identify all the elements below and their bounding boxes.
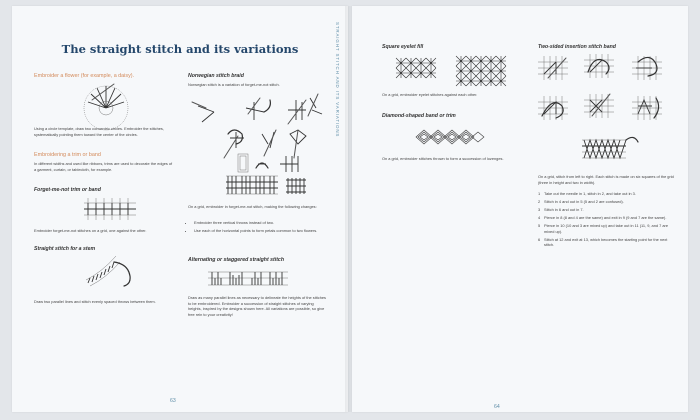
heading-forget-me-not: Forget-me-not trim or band	[34, 187, 101, 193]
step-text: Stitch in 4 and out in 5 (5 and 2 are confused).	[544, 199, 624, 205]
heading-insertion-band: Two-sided insertion stitch band	[538, 44, 616, 50]
step-text: Take out the needle in 1, stitch in 2, and take out in 3.	[544, 191, 636, 196]
forget-me-not-band-illustration	[84, 198, 136, 220]
right-page	[352, 6, 688, 412]
heading-norwegian-braid: Norwegian stitch braid	[188, 73, 244, 79]
page-number-left: 63	[170, 398, 176, 404]
heading-square-eyelet: Square eyelet fill	[382, 44, 424, 50]
para-alternating: Draw as many parallel lines as necessary to delineate the heights of the stitches to be embroidered. Embroider a succession of straight stitches of varying heights, inspired by the designs shown here. All variations are possible, so give free rein to your creativity!	[188, 295, 326, 317]
para-trim: In different widths and used like ribbons, trims are used to decorate the edges of a garment, curtain, or tablecloth, for example.	[34, 161, 173, 172]
step-number: 3	[538, 207, 541, 213]
page-number-right: 64	[494, 404, 500, 410]
heading-diamond-band: Diamond-shaped band or trim	[382, 113, 456, 119]
para-diamond-band: On a grid, embroider stitches thrown to form a succession of lozenges.	[382, 156, 504, 161]
left-page	[12, 6, 348, 412]
chapter-side-label: STRAIGHT STITCH AND ITS VARIATIONS	[335, 22, 340, 138]
step-text: Pierce in 8 (8 and 4 are the same) and exit in 9 (9 and 7 are the same).	[544, 215, 667, 221]
step-number: 4	[538, 215, 541, 221]
stem-stitch-illustration	[84, 256, 134, 288]
para-norwegian-braid: Norwegian stitch is a variation of forget-me-not stitch.	[188, 82, 280, 87]
step-item	[538, 237, 676, 248]
step-text: Stitch in 6 and out in 7.	[544, 207, 584, 213]
alternating-stitch-illustration	[208, 268, 288, 288]
page-title: The straight stitch and its variations	[61, 42, 299, 56]
heading-stem: Straight stitch for a stem	[34, 246, 96, 252]
heading-flower: Embroider a flower (for example, a daisy).	[34, 73, 135, 79]
step-item	[538, 223, 676, 234]
changes-list	[188, 220, 328, 235]
insertion-steps-list	[538, 191, 676, 251]
norwegian-stitch-steps-illustration	[188, 90, 328, 196]
changes-list-item: • Embroider three vertical throws instead of two.	[194, 220, 328, 226]
para-insertion-band: On a grid, stitch from left to right. Each stitch is made on six squares of the grid (three in height and two in width).	[538, 174, 674, 185]
flower-illustration	[86, 80, 126, 114]
para-forget-me-not: Embroider forget-me-not stitches on a grid, one against the other.	[34, 228, 147, 233]
para-flower: Using a circle template, draw two concentric circles. Embroider the stitches, systematically pointing them toward the center of the circles.	[34, 126, 164, 137]
changes-list-item: • Use each of the horizontal points to form petals common to two flowers.	[194, 228, 328, 234]
para-square-eyelet: On a grid, embroider eyelet stitches against each other.	[382, 92, 478, 97]
step-number: 2	[538, 199, 541, 205]
step-item	[538, 199, 676, 205]
para-stem: Draw two parallel lines and stitch evenly spaced throws between them.	[34, 299, 156, 304]
square-eyelet-illustration	[396, 54, 516, 86]
diamond-band-illustration	[416, 128, 486, 146]
heading-trim: Embroidering a trim or band	[34, 152, 101, 158]
step-text: Stitch at 12 and exit at 13, which becomes the starting point for the next stitch.	[544, 236, 668, 248]
para-grid-changes: On a grid, embroider in forget-me-not stitch, making the following changes:	[188, 204, 317, 209]
step-item	[538, 215, 676, 221]
step-number: 6	[538, 236, 541, 242]
heading-alternating: Alternating or staggered straight stitch	[188, 257, 284, 263]
step-text: Pierce in 10 (10 and 3 are mixed up) and take out in 11 (11, 9, and 7 are mixed up).	[544, 223, 669, 234]
step-number: 5	[538, 223, 541, 229]
insertion-stitch-steps-illustration	[538, 52, 676, 164]
step-item	[538, 207, 676, 213]
step-item	[538, 191, 676, 197]
step-number: 1	[538, 191, 541, 196]
